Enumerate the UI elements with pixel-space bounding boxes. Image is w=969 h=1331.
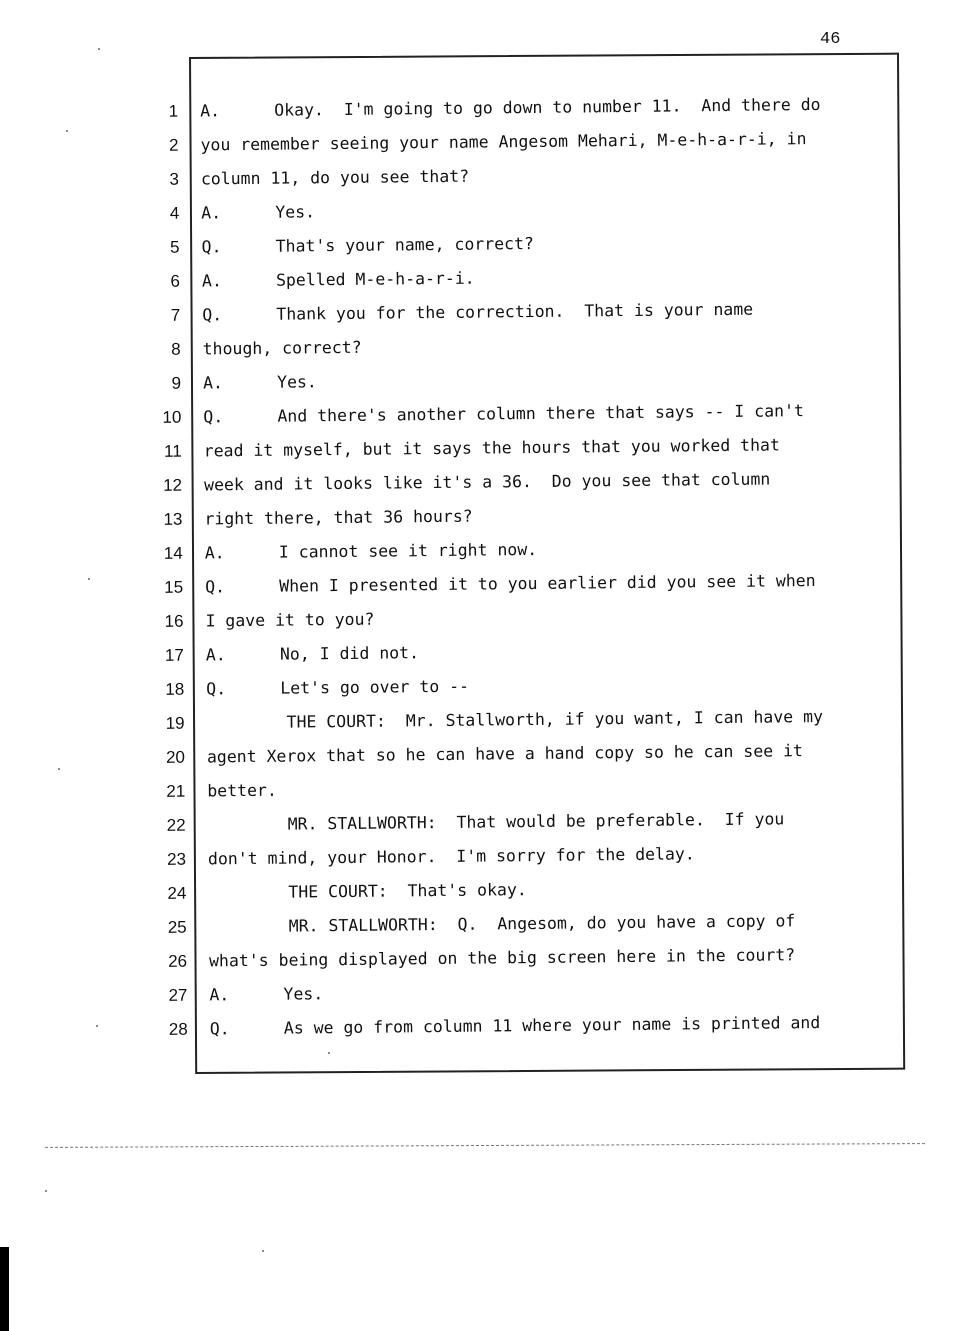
- line-number: 24: [167, 883, 187, 903]
- line-number: 13: [163, 509, 183, 529]
- line-number: 27: [168, 985, 188, 1005]
- scan-speck: [66, 130, 68, 132]
- line-text: right there, that 36 hours?: [204, 506, 473, 529]
- line-text: MR. STALLWORTH: Q. Angesom, do you have a copy of: [288, 911, 796, 936]
- line-text: A. Spelled M-e-h-a-r-i.: [201, 268, 475, 291]
- scan-speck: [262, 1250, 264, 1252]
- line-number: 1: [168, 101, 179, 121]
- scan-speck: [96, 1025, 98, 1027]
- line-text: Q. And there's another column there that says -- I can't: [203, 401, 805, 427]
- line-number: 25: [167, 917, 187, 937]
- line-text: don't mind, your Honor. I'm sorry for the delay.: [207, 844, 695, 869]
- line-text: I gave it to you?: [205, 609, 375, 631]
- line-text: Q. When I presented it to you earlier did you see it when: [205, 571, 816, 597]
- line-number: 3: [169, 169, 179, 189]
- line-text: Q. Let's go over to --: [206, 676, 470, 699]
- scan-speck: [328, 1052, 330, 1054]
- line-number: 26: [168, 951, 188, 971]
- page-number: 46: [820, 30, 841, 49]
- transcript-lines: [150, 87, 880, 1046]
- line-text: column 11, do you see that?: [200, 166, 470, 189]
- line-number: 6: [170, 271, 181, 291]
- line-text: week and it looks like it's a 36. Do you see that column: [203, 469, 771, 495]
- line-number: 10: [162, 407, 182, 427]
- line-text: read it myself, but it says the hours that you worked that: [203, 435, 780, 461]
- line-text: A. Yes.: [209, 984, 324, 1005]
- line-text: A. Okay. I'm going to go down to number 11. And there do: [200, 94, 821, 121]
- line-number: 28: [168, 1019, 188, 1039]
- scan-speck: [88, 578, 90, 580]
- line-number: 8: [171, 339, 181, 359]
- line-text: better.: [207, 780, 277, 801]
- line-number: 16: [164, 611, 184, 631]
- line-number: 19: [165, 713, 185, 733]
- line-text: THE COURT: Mr. Stallworth, if you want, I can have my: [286, 706, 824, 732]
- line-text: Q. Thank you for the correction. That is your name: [202, 299, 754, 325]
- line-number: 17: [164, 645, 184, 665]
- scan-speck: [98, 48, 100, 50]
- line-number: 20: [165, 747, 186, 767]
- line-text: A. I cannot see it right now.: [204, 539, 538, 563]
- line-text: A. Yes.: [202, 372, 317, 393]
- scan-edge-mark: [0, 1247, 9, 1331]
- line-number: 12: [163, 475, 183, 495]
- line-number: 14: [163, 543, 183, 563]
- line-text: A. No, I did not.: [205, 643, 420, 665]
- line-text: agent Xerox that so he can have a hand copy so he can see it: [206, 741, 804, 767]
- line-text: Q. That's your name, correct?: [201, 233, 535, 257]
- scan-speck: [58, 768, 60, 770]
- line-number: 23: [166, 849, 187, 869]
- line-number: 11: [163, 441, 182, 461]
- line-number: 2: [168, 135, 179, 155]
- line-number: 22: [166, 815, 186, 835]
- line-text: you remember seeing your name Angesom Mehari, M-e-h-a-r-i, in: [200, 129, 807, 155]
- line-number: 9: [171, 373, 182, 393]
- line-text: A. Yes.: [201, 202, 316, 223]
- line-text: Q. As we go from column 11 where your name is printed and: [209, 1013, 821, 1039]
- line-text: what's being displayed on the big screen here in the court?: [208, 945, 796, 971]
- line-number: 21: [166, 781, 186, 801]
- line-text: though, correct?: [202, 337, 362, 359]
- page-divider: [45, 1143, 925, 1148]
- line-number: 18: [165, 679, 185, 699]
- line-number: 5: [170, 237, 180, 257]
- line-text: THE COURT: That's okay.: [288, 880, 527, 902]
- line-number: 7: [170, 305, 181, 325]
- line-text: MR. STALLWORTH: That would be preferable. If you: [287, 809, 785, 834]
- line-number: 4: [169, 203, 180, 223]
- scan-speck: [45, 1190, 47, 1192]
- line-number: 15: [164, 577, 184, 597]
